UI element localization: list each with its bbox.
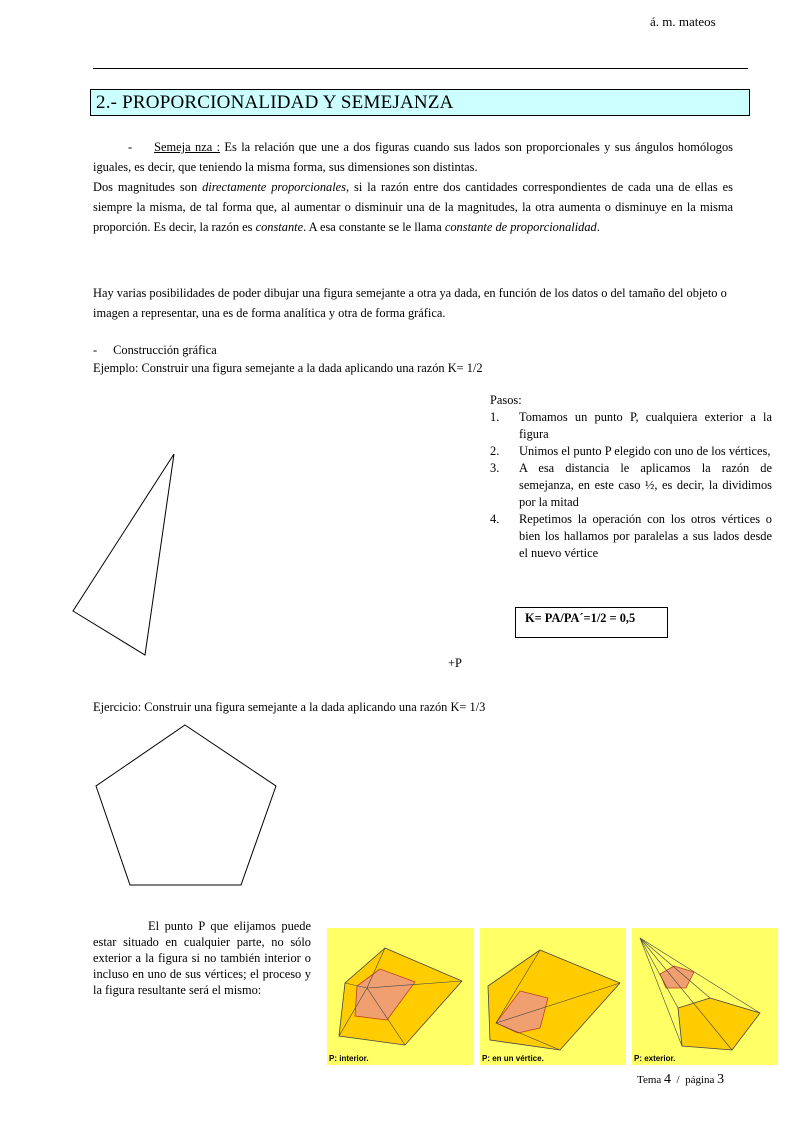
definition-italic-3: constante de proporcionalidad: [444, 220, 597, 234]
construction-heading: [93, 340, 217, 360]
definition-text-5: .: [596, 220, 600, 234]
definition-text: Es la relación que une a dos figuras cuando sus lados son proporcionales y sus ángulos homólogos iguales, es decir, que teniendo la misma forma, sus dimensiones son distintas.: [93, 140, 733, 174]
step-item: 3. A esa distancia le aplicamos la razón de semejanza, en este caso ½, es decir, la dividimos por la mitad: [490, 461, 772, 509]
side-text: El punto P que elijamos puede estar situado en cualquier parte, no sólo exterior a la figura si no también interior o incluso en uno de sus vértices; el proceso y la figura resultante será el mismo:: [93, 919, 311, 997]
definition-term: Semeja nza :: [154, 140, 221, 154]
step-item: 4. Repetimos la operación con los otros vértices o bien los hallamos por paralelas a sus lados desde el nuevo vértice: [490, 512, 772, 560]
panel-p-exterior: [632, 928, 778, 1065]
panel-caption: P: interior.: [329, 1054, 369, 1063]
example-statement: Ejemplo: Construir una figura semejante a la dada aplicando una razón K= 1/2: [93, 361, 483, 375]
side-paragraph: [93, 918, 311, 998]
definition-text-2: Dos magnitudes son: [93, 180, 203, 194]
construction-label: Construcción gráfica: [113, 343, 217, 357]
bullet: -: [93, 343, 98, 357]
point-p-label: +P: [448, 656, 462, 670]
section-title: 2.- PROPORCIONALIDAD Y SEMEJANZA: [96, 92, 454, 113]
steps-title: Pasos:: [490, 393, 522, 407]
steps-list: [490, 392, 772, 562]
definition-text-4: . A esa constante se le llama: [303, 220, 445, 234]
definition-italic-1: directamente proporcionales: [202, 180, 346, 194]
panel-p-interior: [327, 928, 473, 1065]
exercise-statement: Ejercicio: Construir una figura semejante a la dada aplicando una razón K= 1/3: [93, 700, 486, 714]
header-rule: [93, 68, 748, 69]
panel-p-vertex: [480, 928, 626, 1065]
definition-italic-2: constante: [255, 220, 304, 234]
page-footer: Tema 4 / página 3: [637, 1072, 725, 1087]
definition-text-3: , si la razón entre dos cantidades correspondientes de cada una de ellas es siempre la misma, de tal forma que, al aumentar o disminuir una de la magnitudes, la otra aumenta o disminuye en la misma proporción. Es decir, la razón es: [93, 180, 733, 234]
step-item: 2. Unimos el punto P elegido con uno de los vértices,: [490, 444, 771, 458]
methods-paragraph: Hay varias posibilidades de poder dibujar una figura semejante a otra ya dada, en función de los datos o del tamaño del objeto o imagen a representar, una es de forma analítica y otra de forma gráfica.: [93, 286, 727, 320]
bullet: -: [128, 140, 133, 154]
section-title-box: [90, 89, 750, 116]
definition-paragraph: [93, 137, 733, 237]
ratio-formula-box: K= PA/PA´=1/2 = 0,5: [515, 607, 668, 638]
step-item: 1. Tomamos un punto P, cualquiera exterior a la figura: [490, 410, 772, 441]
panel-caption: P: en un vértice.: [482, 1054, 544, 1063]
pentagon-figure: [90, 718, 290, 893]
panel-caption: P: exterior.: [634, 1054, 676, 1063]
author-header: á. m. mateos: [650, 14, 716, 29]
triangle-figure: [60, 440, 190, 670]
